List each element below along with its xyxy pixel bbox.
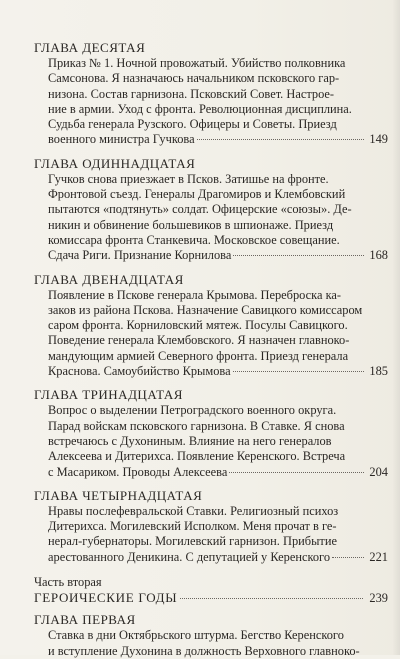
dot-leader: [180, 598, 363, 599]
chapter-description: [34, 56, 388, 148]
description-line: Поведение генерала Клембовского. Я назначен главноко-: [48, 333, 350, 348]
chapter-title: ГЛАВА ТРИНАДЦАТАЯ: [34, 387, 183, 403]
description-line: встречаюсь с Духониным. Влияние на него генералов: [48, 433, 332, 448]
description-line: и вступление Духонина в должность Верховного главноко-: [48, 643, 360, 658]
chapter-11: [34, 156, 388, 264]
chapter-title: ГЛАВА ЧЕТЫРНАДЦАТАЯ: [34, 487, 203, 503]
description-line: пытаются «подтянуть» солдат. Офицерские «союзы». Де-: [48, 202, 352, 217]
description-line: Самсонова. Я назначаюсь начальником псковского гар-: [48, 71, 340, 86]
description-line: Гучков снова приезжает в Псков. Затишье на фронте.: [48, 171, 329, 186]
part-title: ГЕРОИЧЕСКИЕ ГОДЫ: [34, 590, 178, 606]
chapter-title: ГЛАВА ПЕРВАЯ: [34, 612, 136, 628]
page-number: 239: [369, 591, 388, 606]
description-line: Парад войскам псковского гарнизона. В Ставке. Я снова: [48, 418, 345, 433]
part-label: Часть вторая: [34, 575, 102, 590]
description-line: саром фронта. Корниловский мятеж. Посулы Савицкого.: [48, 318, 348, 333]
page-number: 221: [369, 549, 388, 564]
description-last-line: [48, 465, 388, 480]
chapter-12: [34, 272, 388, 380]
page-number: 149: [369, 132, 388, 147]
description-line: с Масариком. Проводы Алексеева: [48, 464, 228, 479]
description-line: Приказ № 1. Ночной провожатый. Убийство полковника: [48, 56, 346, 70]
chapter-title: ГЛАВА ДЕСЯТАЯ: [34, 40, 146, 55]
description-line: военного министра Гучкова: [48, 132, 195, 147]
chapter-14: [34, 488, 388, 565]
description-last-line: [48, 248, 388, 263]
description-line: Фронтовой съезд. Генералы Драгомиров и Клембовский: [48, 187, 346, 202]
description-line: Краснова. Самоубийство Крымова: [48, 364, 231, 379]
description-line: нерал-губернаторы. Могилевский гарнизон. Прибытие: [48, 534, 337, 549]
description-line: низона. Состав гарнизона. Псковский Совет. Настрое-: [48, 86, 335, 101]
page-number: 168: [369, 248, 388, 263]
description-line: Алексеева и Дитерихса. Появление Керенского. Встреча: [48, 449, 346, 464]
description-line: заков из района Пскова. Назначение Савицкого комиссаром: [48, 302, 363, 317]
chapter-description: [34, 172, 388, 264]
dot-leader: [229, 472, 364, 473]
chapter-title: ГЛАВА ОДИННАДЦАТАЯ: [34, 155, 196, 171]
part-title-row: [34, 590, 388, 606]
description-line: арестованного Деникина. С депутацией у Керенского: [48, 549, 331, 564]
description-line: никин и обвинение большевиков в шпионаже. Приезд: [48, 217, 334, 232]
description-last-line: [48, 364, 388, 379]
description-last-line: [48, 132, 388, 147]
description-line: Судьба генерала Рузского. Офицеры и Советы. Приезд: [48, 117, 337, 132]
dot-leader: [197, 139, 364, 140]
description-line: Нравы послефевральской Ставки. Религиозный психоз: [48, 503, 339, 518]
dot-leader: [233, 255, 364, 256]
description-line: Сдача Риги. Признание Корнилова: [48, 248, 232, 263]
table-of-contents: [34, 40, 388, 659]
chapter-title: ГЛАВА ДВЕНАДЦАТАЯ: [34, 271, 184, 287]
description-line: Появление в Пскове генерала Крымова. Переброска ка-: [48, 287, 342, 302]
page-spine-shadow: [392, 0, 400, 655]
chapter-description: [34, 504, 388, 565]
chapter-description: [34, 628, 388, 659]
chapter-13: [34, 387, 388, 479]
dot-leader: [233, 371, 364, 372]
page-number: 185: [369, 364, 388, 379]
dot-leader: [332, 557, 364, 558]
description-line: ние в армии. Уход с фронта. Революционная дисциплина.: [48, 101, 352, 116]
description-line: Дитерихса. Могилевский Исполком. Меня прочат в ге-: [48, 519, 337, 534]
description-line: Вопрос о выделении Петроградского военного округа.: [48, 403, 337, 418]
chapter-description: [34, 403, 388, 479]
page-number: 204: [369, 464, 388, 479]
chapter-1: [34, 612, 388, 659]
chapter-description: [34, 288, 388, 380]
description-last-line: [48, 550, 388, 565]
description-line: Ставка в дни Октябрьского штурма. Бегство Керенского: [48, 628, 344, 643]
description-line: мандующим армией Северного фронта. Приезд генерала: [48, 348, 349, 363]
description-line: комиссара фронта Станкевича. Московское совещание.: [48, 232, 340, 247]
chapter-10: [34, 40, 388, 148]
